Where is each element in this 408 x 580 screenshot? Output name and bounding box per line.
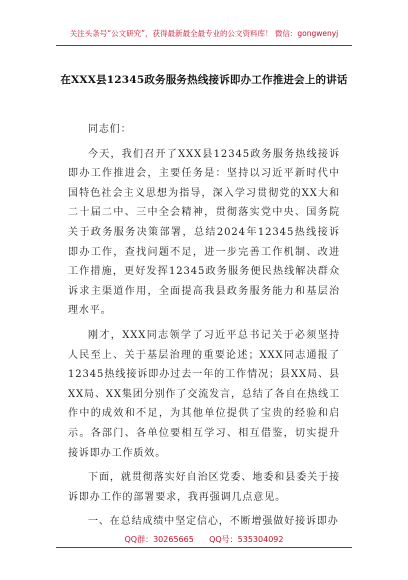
paragraph-3: 下面，就贯彻落实好自治区党委、地委和县委关于接诉即办工作的部署要求，我再强调几点意见。: [68, 472, 340, 503]
header-divider: [56, 45, 352, 46]
header-banner: 关注头条号“公文研究”，获得最新最全最专业的公文资料库！ 微信：gongwenyj: [69, 29, 339, 38]
document-body: [68, 120, 340, 537]
footer-divider: [56, 547, 352, 548]
salutation: 同志们：: [88, 124, 132, 135]
document-title: 在XXX县12345政务服务热线接诉即办工作推进会上的讲话: [60, 74, 348, 86]
paragraph-2: 刚才，XXX同志领学了习近平总书记关于必须坚持人民至上、关于基层治理的重要论述；XXX同志通报了12345热线接诉即办过去一年的工作情况；县XX局、县XX局、XX集团分别作了交流发言，总结了各自在热线工作中的成效和不足，为其他单位提供了宝贵的经验和启示。各部门、各单位要相互学习、相互借鉴，切实提升接诉即办工作质效。: [68, 329, 340, 459]
paragraph-4: 一、在总结成绩中坚定信心，不断增强做好接诉即办: [88, 516, 339, 528]
footer-contact: QQ群：30265665 QQ号：535304092: [124, 535, 284, 544]
paragraph-1: 今天，我们召开了XXX县12345政务服务热线接诉即办工作推进会，主要任务是：坚持以习近平新时代中国特色社会主义思想为指导，深入学习贯彻党的XX大和二十届二中、三中全会精神，贯彻落实党中央、国务院关于政务服务决策部署，总结2024年12345热线接诉即办工作，查找问题不足，进一步完善工作机制、改进工作措施，更好发挥12345政务服务便民热线解决群众诉求主渠道作用，全面提高我县政务服务能力和基层治理水平。: [68, 148, 340, 317]
